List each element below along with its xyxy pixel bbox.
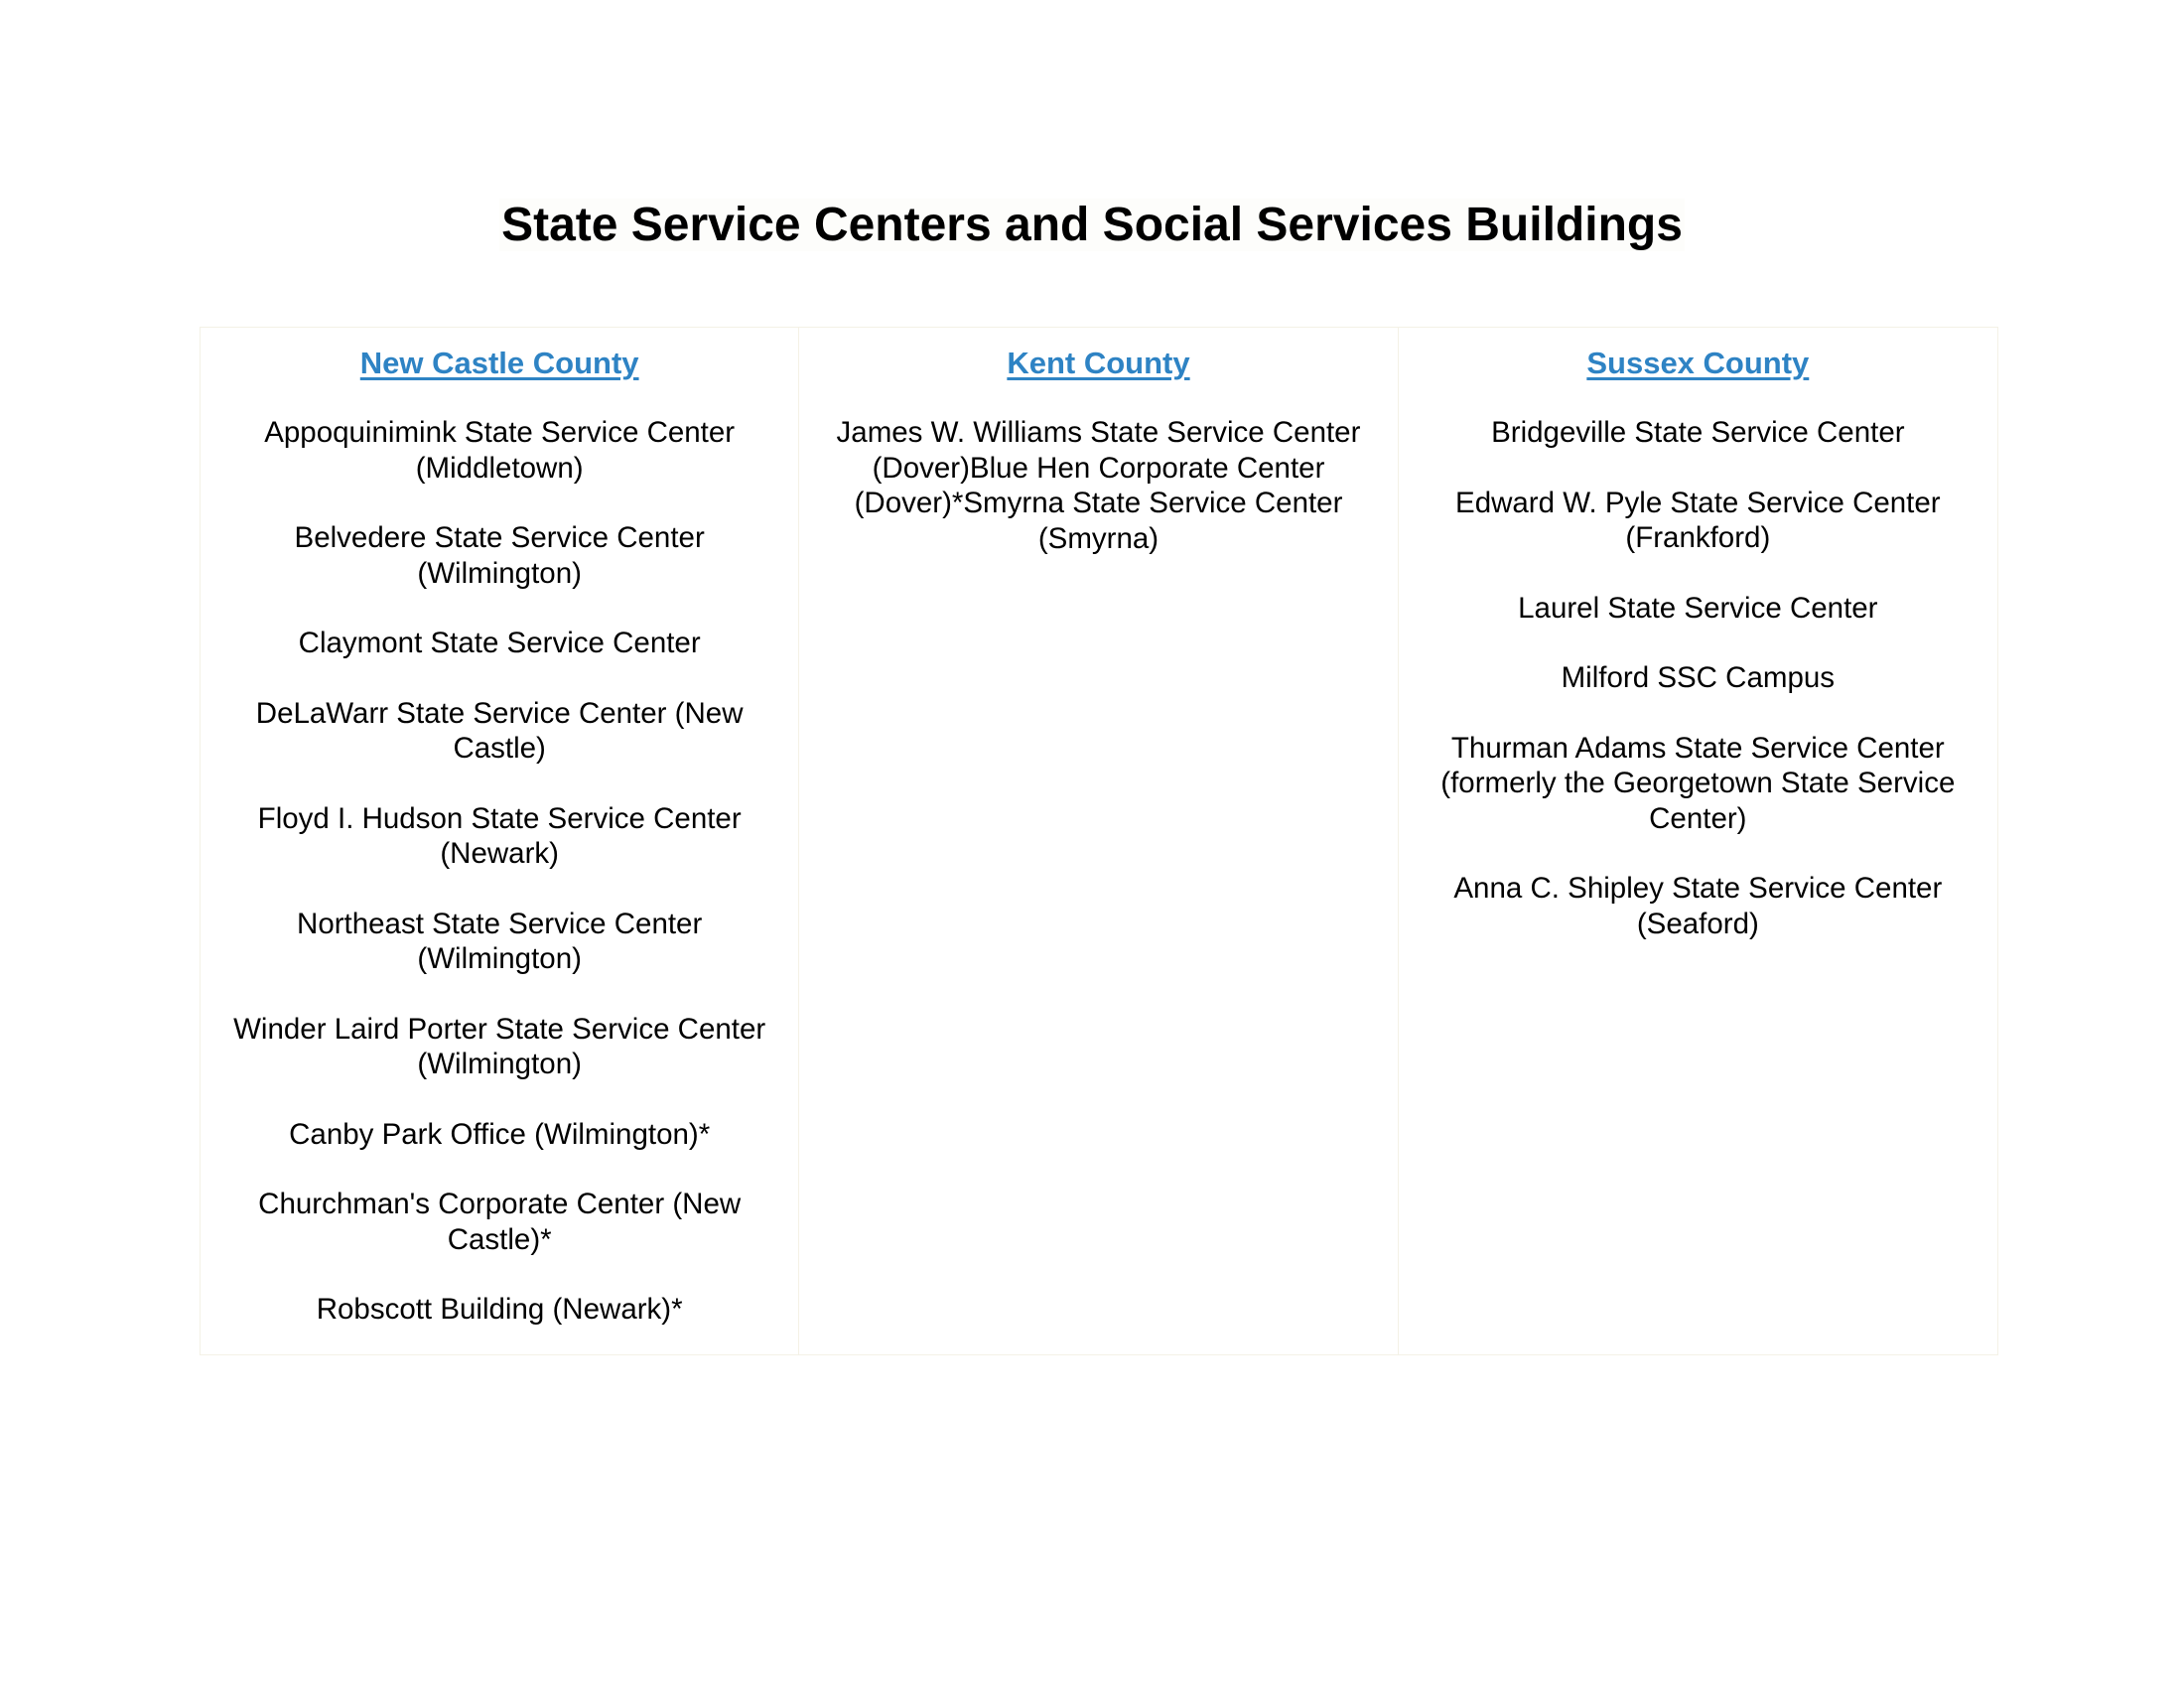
list-item: Claymont State Service Center (298, 627, 701, 659)
list-item: DeLaWarr State Service Center (New Castle) (255, 696, 744, 765)
list-item: Robscott Building (Newark)* (316, 1293, 683, 1326)
list-item: Floyd I. Hudson State Service Center (Newark) (257, 801, 742, 870)
kent-county-link[interactable]: Kent County (1007, 346, 1190, 380)
sussex-county-column (1399, 328, 1997, 1354)
list-item: Anna C. Shipley State Service Center (Seaford) (1453, 872, 1943, 940)
new-castle-centers-list (218, 415, 780, 1328)
list-item: Laurel State Service Center (1518, 591, 1878, 625)
list-item: Canby Park Office (Wilmington)* (289, 1117, 711, 1151)
list-item: Northeast State Service Center (Wilmington) (297, 907, 703, 975)
page-title-text: State Service Centers and Social Services Buildings (501, 199, 1683, 251)
kent-county-column (799, 328, 1398, 1354)
list-item: Winder Laird Porter State Service Center (Wilmington) (233, 1012, 766, 1080)
new-castle-county-column (201, 328, 799, 1354)
sussex-centers-list (1417, 415, 1979, 941)
list-item: Thurman Adams State Service Center (formerly the Georgetown State Service Center) (1440, 731, 1956, 835)
list-item: Churchman's Corporate Center (New Castle)* (258, 1188, 742, 1256)
page-title (0, 195, 2184, 256)
list-item: Edward W. Pyle State Service Center (Frankford) (1455, 486, 1941, 554)
sussex-county-link[interactable]: Sussex County (1586, 346, 1810, 380)
list-item: Milford SSC Campus (1561, 661, 1836, 694)
list-item: Bridgeville State Service Center (1491, 416, 1905, 449)
list-item: Belvedere State Service Center (Wilmington) (294, 521, 705, 590)
kent-centers-text: James W. Williams State Service Center (Dover)Blue Hen Corporate Center (Dover)*Smyrna State Service Center (Smyrna) (836, 416, 1361, 555)
new-castle-county-link[interactable]: New Castle County (359, 346, 639, 380)
county-table (200, 327, 1998, 1355)
list-item: Appoquinimink State Service Center (Middletown) (264, 416, 736, 485)
